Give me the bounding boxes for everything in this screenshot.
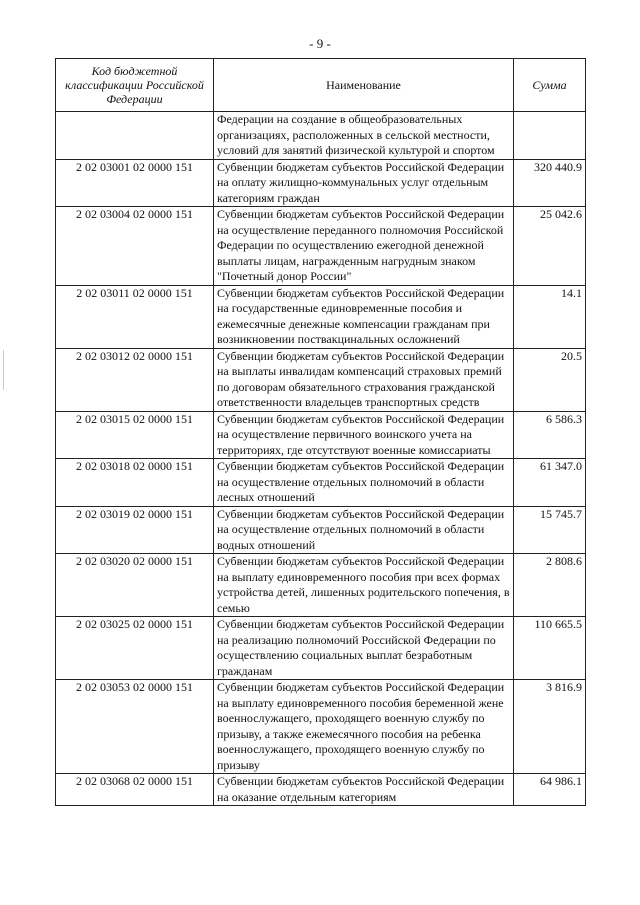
table-header-row — [56, 59, 586, 112]
name-cell: Субвенции бюджетам субъектов Российской Федерации на осуществление отдельных полномочий в области водных отношений — [214, 506, 514, 554]
code-cell: 2 02 03019 02 0000 151 — [56, 506, 214, 554]
table-row — [56, 411, 586, 459]
sum-cell: 2 808.6 — [514, 554, 586, 617]
scan-margin-mark — [3, 350, 4, 390]
sum-cell: 25 042.6 — [514, 207, 586, 286]
sum-cell: 3 816.9 — [514, 680, 586, 774]
header-name: Наименование — [214, 59, 514, 112]
sum-cell: 6 586.3 — [514, 411, 586, 459]
budget-table — [55, 58, 586, 806]
sum-cell: 20.5 — [514, 348, 586, 411]
code-cell: 2 02 03020 02 0000 151 — [56, 554, 214, 617]
table-row — [56, 774, 586, 806]
name-cell: Субвенции бюджетам субъектов Российской Федерации на выплаты инвалидам компенсаций страховых премий по договорам обязательного страхования гражданской ответственности владельцев транспортных средств — [214, 348, 514, 411]
sum-cell: 64 986.1 — [514, 774, 586, 806]
code-cell — [56, 112, 214, 160]
name-cell: Субвенции бюджетам субъектов Российской Федерации на оплату жилищно-коммунальных услуг отдельным категориям граждан — [214, 159, 514, 207]
code-cell: 2 02 03018 02 0000 151 — [56, 459, 214, 507]
code-cell: 2 02 03053 02 0000 151 — [56, 680, 214, 774]
code-cell: 2 02 03068 02 0000 151 — [56, 774, 214, 806]
code-cell: 2 02 03012 02 0000 151 — [56, 348, 214, 411]
table-row — [56, 159, 586, 207]
header-sum: Сумма — [514, 59, 586, 112]
name-cell: Субвенции бюджетам субъектов Российской Федерации на осуществление переданного полномочия Российской Федерации по осуществлению ежегодной денежной выплаты лицам, награжденным нагрудным знаком "Почетный донор России" — [214, 207, 514, 286]
table-row — [56, 617, 586, 680]
sum-cell: 320 440.9 — [514, 159, 586, 207]
name-cell: Субвенции бюджетам субъектов Российской Федерации на выплату единовременного пособия беременной жене военнослужащего, проходящего военную службу по призыву, а также ежемесячного пособия на ребенка военнослужащего, проходящего военную службу по призыву — [214, 680, 514, 774]
sum-cell: 61 347.0 — [514, 459, 586, 507]
table-row — [56, 285, 586, 348]
sum-cell: 14.1 — [514, 285, 586, 348]
table-row — [56, 459, 586, 507]
name-cell: Субвенции бюджетам субъектов Российской Федерации на выплату единовременного пособия при всех формах устройства детей, лишенных родительского попечения, в семью — [214, 554, 514, 617]
sum-cell: 15 745.7 — [514, 506, 586, 554]
name-cell: Субвенции бюджетам субъектов Российской Федерации на осуществление отдельных полномочий в области лесных отношений — [214, 459, 514, 507]
name-cell: Субвенции бюджетам субъектов Российской Федерации на государственные единовременные пособия и ежемесячные денежные компенсации гражданам при возникновении поствакцинальных осложнений — [214, 285, 514, 348]
name-cell: Субвенции бюджетам субъектов Российской Федерации на осуществление первичного воинского учета на территориях, где отсутствуют военные комиссариаты — [214, 411, 514, 459]
table-row — [56, 112, 586, 160]
table-body — [56, 112, 586, 806]
sum-cell — [514, 112, 586, 160]
sum-cell: 110 665.5 — [514, 617, 586, 680]
code-cell: 2 02 03001 02 0000 151 — [56, 159, 214, 207]
header-code: Код бюджетной классификации Российской Федерации — [56, 59, 214, 112]
name-cell: Субвенции бюджетам субъектов Российской Федерации на реализацию полномочий Российской Федерации по осуществлению социальных выплат безработным гражданам — [214, 617, 514, 680]
code-cell: 2 02 03025 02 0000 151 — [56, 617, 214, 680]
code-cell: 2 02 03004 02 0000 151 — [56, 207, 214, 286]
table-row — [56, 207, 586, 286]
table-row — [56, 506, 586, 554]
code-cell: 2 02 03011 02 0000 151 — [56, 285, 214, 348]
page-number: - 9 - — [309, 36, 331, 51]
name-cell: Федерации на создание в общеобразовательных организациях, расположенных в сельской местности, условий для занятий физической культурой и спортом — [214, 112, 514, 160]
table-row — [56, 554, 586, 617]
name-cell: Субвенции бюджетам субъектов Российской Федерации на оказание отдельным категориям — [214, 774, 514, 806]
table-row — [56, 348, 586, 411]
code-cell: 2 02 03015 02 0000 151 — [56, 411, 214, 459]
table-row — [56, 680, 586, 774]
